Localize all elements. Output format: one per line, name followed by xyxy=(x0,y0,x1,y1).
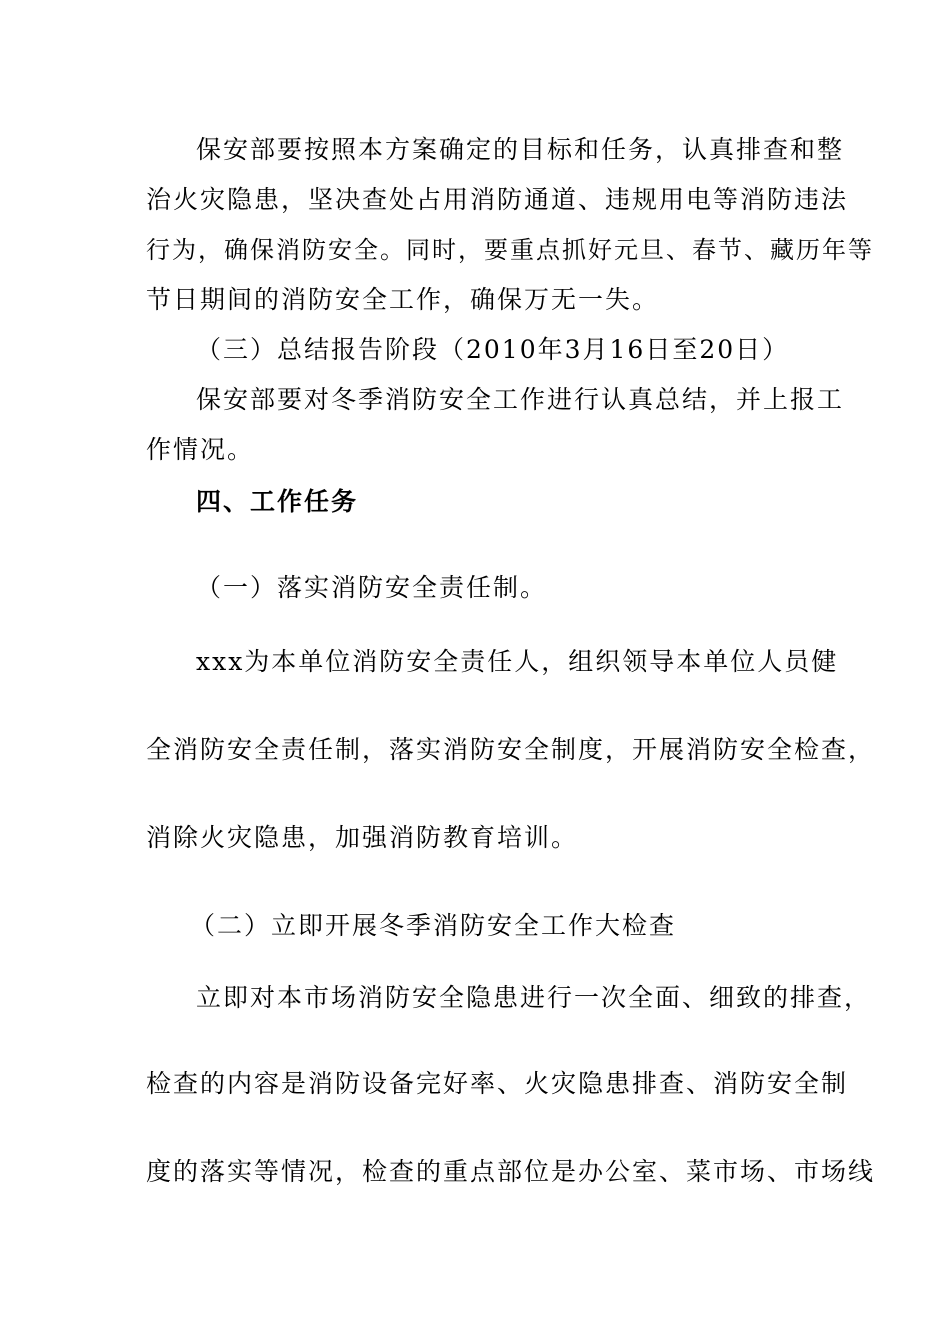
para1-line3: 行为，确保消防安全。同时，要重点抓好元旦、春节、藏历年等 xyxy=(146,236,874,264)
para3-line3: 消除火灾隐患，加强消防教育培训。 xyxy=(146,823,579,852)
para1-line1: 保安部要按照本方案确定的目标和任务，认真排查和整 xyxy=(196,135,845,164)
stage3-heading: （三）总结报告阶段（2010年3月16日至20日） xyxy=(196,335,790,364)
para2-line2: 作情况。 xyxy=(146,435,255,464)
section4-heading: 四、工作任务 xyxy=(196,487,359,516)
para3-line1: xxx为本单位消防安全责任人，组织领导本单位人员健 xyxy=(196,647,839,676)
para4-line3: 度的落实等情况，检查的重点部位是办公室、菜市场、市场线 xyxy=(146,1157,876,1186)
para4-line2: 检查的内容是消防设备完好率、火灾隐患排查、消防安全制 xyxy=(146,1069,849,1098)
para4-line1: 立即对本市场消防安全隐患进行一次全面、细致的排查， xyxy=(196,983,872,1012)
task1-heading: （一）落实消防安全责任制。 xyxy=(196,573,548,602)
para3-line2: 全消防安全责任制，落实消防安全制度，开展消防安全检查， xyxy=(146,735,876,764)
para1-line4: 节日期间的消防安全工作，确保万无一失。 xyxy=(146,285,660,314)
para2-line1: 保安部要对冬季消防安全工作进行认真总结，并上报工 xyxy=(196,385,845,414)
task2-heading: （二）立即开展冬季消防安全工作大检查 xyxy=(190,911,677,940)
para1-line2: 治火灾隐患，坚决查处占用消防通道、违规用电等消防违法 xyxy=(146,185,849,214)
